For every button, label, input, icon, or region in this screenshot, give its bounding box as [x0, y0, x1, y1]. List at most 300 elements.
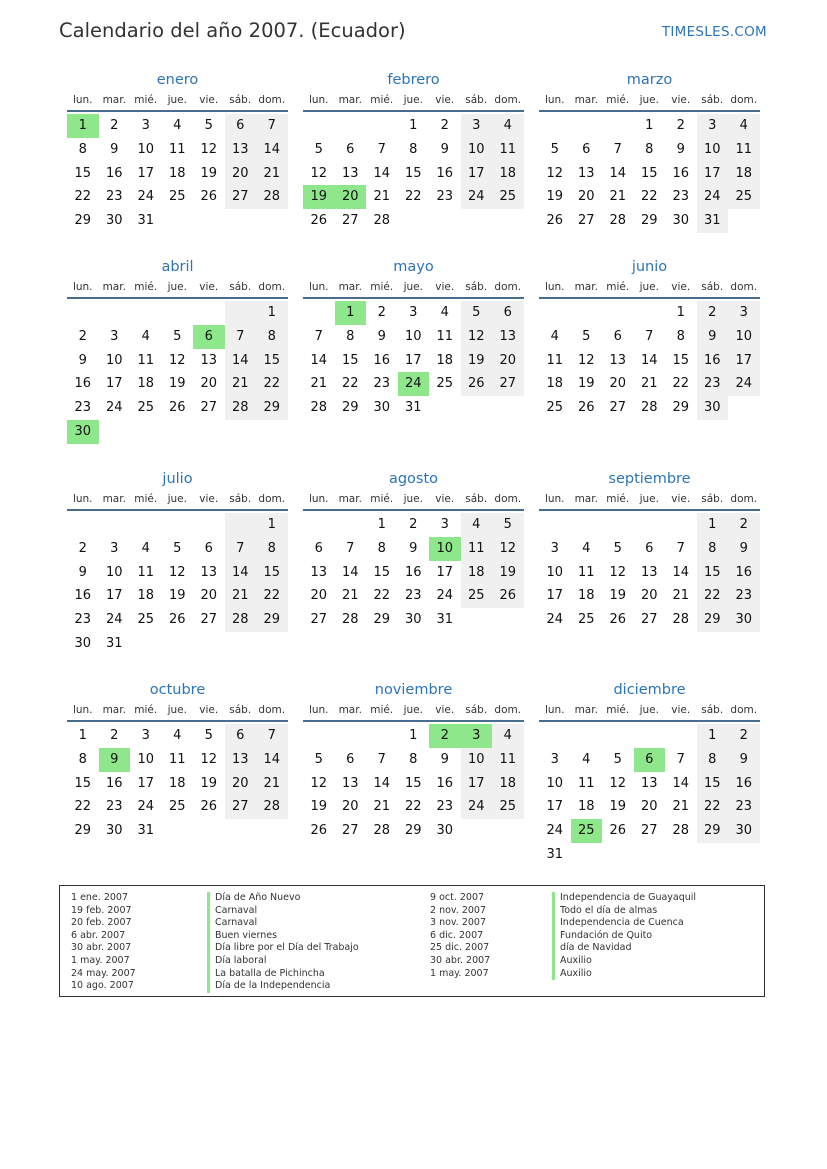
- day-cell[interactable]: 12: [200, 751, 218, 767]
- day-cell[interactable]: 6: [225, 724, 257, 748]
- day-cell[interactable]: 7: [256, 114, 288, 138]
- day-cell[interactable]: 19: [200, 165, 218, 181]
- day-cell[interactable]: 20: [609, 376, 627, 392]
- day-cell[interactable]: 3: [728, 301, 760, 325]
- day-cell[interactable]: 13: [341, 775, 359, 791]
- day-cell[interactable]: 31: [137, 823, 155, 839]
- day-cell[interactable]: 29: [373, 612, 391, 628]
- day-cell[interactable]: 1: [409, 118, 418, 133]
- day-cell[interactable]: 7: [377, 751, 386, 767]
- day-cell[interactable]: 6: [225, 114, 257, 138]
- day-cell[interactable]: 14: [672, 564, 690, 580]
- day-cell[interactable]: 26: [577, 400, 595, 416]
- day-cell[interactable]: 23: [436, 189, 454, 205]
- day-cell[interactable]: 4: [461, 513, 493, 537]
- day-cell[interactable]: 25: [168, 189, 186, 205]
- day-cell[interactable]: 9: [728, 748, 760, 772]
- day-cell[interactable]: 23: [728, 584, 760, 608]
- day-cell[interactable]: 17: [105, 588, 123, 604]
- day-cell[interactable]: 18: [577, 588, 595, 604]
- day-cell[interactable]: 17: [404, 352, 422, 368]
- day-cell[interactable]: 28: [310, 400, 328, 416]
- day-cell[interactable]: 3: [461, 114, 493, 138]
- day-cell[interactable]: 8: [409, 751, 418, 767]
- day-cell[interactable]: 18: [492, 162, 524, 186]
- day-cell[interactable]: 6: [492, 301, 524, 325]
- day-cell[interactable]: 24: [697, 185, 729, 209]
- day-cell[interactable]: 15: [74, 165, 92, 181]
- day-cell[interactable]: 10: [105, 564, 123, 580]
- day-cell[interactable]: 30: [728, 819, 760, 843]
- day-cell[interactable]: 17: [137, 165, 155, 181]
- day-cell[interactable]: 16: [404, 564, 422, 580]
- day-cell[interactable]: 29: [697, 819, 729, 843]
- day-cell[interactable]: 2: [409, 517, 418, 532]
- day-cell[interactable]: 2: [110, 728, 119, 743]
- day-cell[interactable]: 30: [105, 213, 123, 229]
- day-cell[interactable]: 25: [546, 400, 564, 416]
- day-cell[interactable]: 26: [609, 612, 627, 628]
- day-cell[interactable]: 8: [697, 748, 729, 772]
- day-cell[interactable]: 14: [640, 352, 658, 368]
- day-cell[interactable]: 28: [640, 400, 658, 416]
- day-cell[interactable]: 28: [256, 185, 288, 209]
- day-cell[interactable]: 25: [137, 612, 155, 628]
- day-cell[interactable]: 5: [492, 513, 524, 537]
- day-cell[interactable]: 3: [409, 305, 418, 320]
- day-cell[interactable]: 19: [461, 349, 493, 373]
- day-cell[interactable]: 13: [200, 564, 218, 580]
- day-cell[interactable]: 14: [256, 748, 288, 772]
- day-cell[interactable]: 6: [582, 141, 591, 157]
- day-cell[interactable]: 26: [609, 823, 627, 839]
- day-cell[interactable]: 22: [341, 376, 359, 392]
- day-cell[interactable]: 8: [78, 751, 87, 767]
- day-cell[interactable]: 3: [110, 328, 119, 344]
- day-cell[interactable]: 31: [697, 209, 729, 233]
- day-cell[interactable]: 4: [173, 118, 182, 133]
- day-cell[interactable]: 16: [74, 376, 92, 392]
- day-cell[interactable]: 13: [341, 165, 359, 181]
- day-cell[interactable]: 21: [609, 189, 627, 205]
- day-cell[interactable]: 10: [461, 748, 493, 772]
- day-cell[interactable]: 18: [492, 772, 524, 796]
- day-cell[interactable]: 16: [105, 165, 123, 181]
- day-cell[interactable]: 1: [697, 724, 729, 748]
- day-cell[interactable]: 5: [613, 540, 622, 556]
- day-cell[interactable]: 11: [436, 328, 454, 344]
- day-cell[interactable]: 1: [676, 305, 685, 320]
- holiday-day-cell[interactable]: 1: [335, 301, 367, 325]
- day-cell[interactable]: 23: [74, 400, 92, 416]
- day-cell[interactable]: 26: [200, 189, 218, 205]
- day-cell[interactable]: 14: [373, 165, 391, 181]
- holiday-day-cell[interactable]: 19: [303, 185, 335, 209]
- day-cell[interactable]: 12: [461, 325, 493, 349]
- day-cell[interactable]: 23: [74, 612, 92, 628]
- day-cell[interactable]: 2: [440, 118, 449, 133]
- day-cell[interactable]: 22: [404, 799, 422, 815]
- day-cell[interactable]: 22: [256, 584, 288, 608]
- day-cell[interactable]: 15: [697, 772, 729, 796]
- day-cell[interactable]: 16: [74, 588, 92, 604]
- day-cell[interactable]: 14: [225, 561, 257, 585]
- holiday-day-cell[interactable]: 25: [571, 819, 603, 843]
- day-cell[interactable]: 15: [672, 352, 690, 368]
- day-cell[interactable]: 16: [728, 772, 760, 796]
- day-cell[interactable]: 19: [310, 799, 328, 815]
- day-cell[interactable]: 25: [461, 584, 493, 608]
- day-cell[interactable]: 15: [697, 561, 729, 585]
- day-cell[interactable]: 27: [200, 612, 218, 628]
- day-cell[interactable]: 14: [225, 349, 257, 373]
- day-cell[interactable]: 10: [105, 352, 123, 368]
- day-cell[interactable]: 1: [377, 517, 386, 532]
- day-cell[interactable]: 6: [346, 141, 355, 157]
- day-cell[interactable]: 26: [310, 213, 328, 229]
- day-cell[interactable]: 18: [577, 799, 595, 815]
- day-cell[interactable]: 18: [461, 561, 493, 585]
- day-cell[interactable]: 4: [440, 305, 449, 320]
- day-cell[interactable]: 7: [377, 141, 386, 157]
- day-cell[interactable]: 20: [640, 799, 658, 815]
- day-cell[interactable]: 20: [200, 376, 218, 392]
- day-cell[interactable]: 25: [577, 612, 595, 628]
- day-cell[interactable]: 31: [105, 635, 123, 651]
- day-cell[interactable]: 31: [137, 213, 155, 229]
- day-cell[interactable]: 17: [436, 564, 454, 580]
- day-cell[interactable]: 8: [676, 328, 685, 344]
- day-cell[interactable]: 9: [110, 141, 119, 157]
- day-cell[interactable]: 11: [577, 775, 595, 791]
- day-cell[interactable]: 24: [728, 372, 760, 396]
- day-cell[interactable]: 5: [173, 540, 182, 556]
- day-cell[interactable]: 3: [440, 517, 449, 532]
- day-cell[interactable]: 10: [404, 328, 422, 344]
- day-cell[interactable]: 10: [137, 751, 155, 767]
- day-cell[interactable]: 3: [550, 751, 559, 767]
- day-cell[interactable]: 13: [225, 748, 257, 772]
- day-cell[interactable]: 9: [409, 540, 418, 556]
- day-cell[interactable]: 3: [550, 540, 559, 556]
- day-cell[interactable]: 28: [256, 795, 288, 819]
- day-cell[interactable]: 24: [105, 400, 123, 416]
- day-cell[interactable]: 6: [613, 328, 622, 344]
- day-cell[interactable]: 11: [168, 141, 186, 157]
- day-cell[interactable]: 20: [492, 349, 524, 373]
- holiday-day-cell[interactable]: 9: [99, 748, 131, 772]
- day-cell[interactable]: 9: [440, 751, 449, 767]
- day-cell[interactable]: 10: [728, 325, 760, 349]
- day-cell[interactable]: 30: [373, 400, 391, 416]
- day-cell[interactable]: 23: [373, 376, 391, 392]
- day-cell[interactable]: 8: [409, 141, 418, 157]
- day-cell[interactable]: 11: [168, 751, 186, 767]
- day-cell[interactable]: 16: [672, 165, 690, 181]
- day-cell[interactable]: 30: [728, 608, 760, 632]
- day-cell[interactable]: 27: [492, 372, 524, 396]
- day-cell[interactable]: 26: [461, 372, 493, 396]
- day-cell[interactable]: 24: [137, 799, 155, 815]
- day-cell[interactable]: 28: [225, 396, 257, 420]
- day-cell[interactable]: 14: [256, 138, 288, 162]
- day-cell[interactable]: 22: [74, 799, 92, 815]
- holiday-day-cell[interactable]: 2: [429, 724, 461, 748]
- day-cell[interactable]: 17: [137, 775, 155, 791]
- day-cell[interactable]: 25: [492, 185, 524, 209]
- brand-link[interactable]: TIMESLES.COM: [661, 24, 767, 40]
- day-cell[interactable]: 5: [173, 328, 182, 344]
- day-cell[interactable]: 12: [609, 775, 627, 791]
- day-cell[interactable]: 21: [672, 588, 690, 604]
- day-cell[interactable]: 7: [676, 751, 685, 767]
- day-cell[interactable]: 4: [141, 328, 150, 344]
- day-cell[interactable]: 29: [697, 608, 729, 632]
- day-cell[interactable]: 4: [141, 540, 150, 556]
- day-cell[interactable]: 22: [672, 376, 690, 392]
- day-cell[interactable]: 15: [640, 165, 658, 181]
- holiday-day-cell[interactable]: 1: [67, 114, 99, 138]
- day-cell[interactable]: 25: [168, 799, 186, 815]
- day-cell[interactable]: 17: [461, 162, 493, 186]
- day-cell[interactable]: 28: [373, 823, 391, 839]
- day-cell[interactable]: 5: [314, 751, 323, 767]
- day-cell[interactable]: 28: [609, 213, 627, 229]
- day-cell[interactable]: 17: [728, 349, 760, 373]
- day-cell[interactable]: 23: [697, 372, 729, 396]
- day-cell[interactable]: 13: [640, 775, 658, 791]
- day-cell[interactable]: 9: [78, 564, 87, 580]
- day-cell[interactable]: 21: [256, 162, 288, 186]
- day-cell[interactable]: 13: [492, 325, 524, 349]
- day-cell[interactable]: 11: [728, 138, 760, 162]
- day-cell[interactable]: 20: [341, 799, 359, 815]
- day-cell[interactable]: 1: [78, 728, 87, 743]
- day-cell[interactable]: 24: [436, 588, 454, 604]
- day-cell[interactable]: 11: [492, 138, 524, 162]
- day-cell[interactable]: 10: [546, 564, 564, 580]
- day-cell[interactable]: 29: [640, 213, 658, 229]
- day-cell[interactable]: 5: [461, 301, 493, 325]
- day-cell[interactable]: 3: [141, 728, 150, 743]
- day-cell[interactable]: 20: [640, 588, 658, 604]
- day-cell[interactable]: 25: [492, 795, 524, 819]
- day-cell[interactable]: 9: [377, 328, 386, 344]
- day-cell[interactable]: 20: [577, 189, 595, 205]
- day-cell[interactable]: 26: [168, 612, 186, 628]
- day-cell[interactable]: 2: [728, 724, 760, 748]
- day-cell[interactable]: 15: [74, 775, 92, 791]
- day-cell[interactable]: 15: [256, 349, 288, 373]
- day-cell[interactable]: 9: [440, 141, 449, 157]
- day-cell[interactable]: 21: [341, 588, 359, 604]
- day-cell[interactable]: 2: [78, 328, 87, 344]
- day-cell[interactable]: 9: [728, 537, 760, 561]
- day-cell[interactable]: 11: [546, 352, 564, 368]
- day-cell[interactable]: 9: [78, 352, 87, 368]
- holiday-day-cell[interactable]: 24: [398, 372, 430, 396]
- day-cell[interactable]: 30: [672, 213, 690, 229]
- day-cell[interactable]: 14: [373, 775, 391, 791]
- day-cell[interactable]: 6: [346, 751, 355, 767]
- day-cell[interactable]: 16: [105, 775, 123, 791]
- day-cell[interactable]: 13: [310, 564, 328, 580]
- day-cell[interactable]: 6: [645, 540, 654, 556]
- day-cell[interactable]: 17: [546, 588, 564, 604]
- day-cell[interactable]: 21: [256, 772, 288, 796]
- day-cell[interactable]: 2: [78, 540, 87, 556]
- day-cell[interactable]: 30: [105, 823, 123, 839]
- day-cell[interactable]: 10: [697, 138, 729, 162]
- day-cell[interactable]: 12: [310, 775, 328, 791]
- day-cell[interactable]: 30: [74, 635, 92, 651]
- day-cell[interactable]: 1: [645, 118, 654, 133]
- day-cell[interactable]: 28: [341, 612, 359, 628]
- day-cell[interactable]: 14: [672, 775, 690, 791]
- day-cell[interactable]: 2: [110, 118, 119, 133]
- day-cell[interactable]: 15: [404, 165, 422, 181]
- day-cell[interactable]: 1: [256, 301, 288, 325]
- holiday-day-cell[interactable]: 6: [193, 325, 225, 349]
- day-cell[interactable]: 12: [168, 352, 186, 368]
- day-cell[interactable]: 26: [168, 400, 186, 416]
- day-cell[interactable]: 26: [492, 584, 524, 608]
- day-cell[interactable]: 18: [546, 376, 564, 392]
- holiday-day-cell[interactable]: 30: [67, 420, 99, 444]
- day-cell[interactable]: 19: [609, 799, 627, 815]
- day-cell[interactable]: 22: [404, 189, 422, 205]
- day-cell[interactable]: 7: [676, 540, 685, 556]
- day-cell[interactable]: 7: [645, 328, 654, 344]
- day-cell[interactable]: 23: [436, 799, 454, 815]
- day-cell[interactable]: 25: [137, 400, 155, 416]
- day-cell[interactable]: 8: [256, 537, 288, 561]
- day-cell[interactable]: 29: [74, 213, 92, 229]
- day-cell[interactable]: 16: [728, 561, 760, 585]
- day-cell[interactable]: 10: [546, 775, 564, 791]
- day-cell[interactable]: 19: [577, 376, 595, 392]
- day-cell[interactable]: 8: [377, 540, 386, 556]
- day-cell[interactable]: 29: [341, 400, 359, 416]
- day-cell[interactable]: 13: [577, 165, 595, 181]
- day-cell[interactable]: 23: [105, 799, 123, 815]
- day-cell[interactable]: 9: [676, 141, 685, 157]
- day-cell[interactable]: 28: [373, 213, 391, 229]
- day-cell[interactable]: 27: [200, 400, 218, 416]
- day-cell[interactable]: 4: [173, 728, 182, 743]
- day-cell[interactable]: 4: [582, 540, 591, 556]
- day-cell[interactable]: 27: [310, 612, 328, 628]
- day-cell[interactable]: 5: [204, 118, 213, 133]
- day-cell[interactable]: 18: [137, 376, 155, 392]
- day-cell[interactable]: 15: [404, 775, 422, 791]
- day-cell[interactable]: 15: [256, 561, 288, 585]
- day-cell[interactable]: 29: [404, 823, 422, 839]
- day-cell[interactable]: 13: [609, 352, 627, 368]
- day-cell[interactable]: 8: [697, 537, 729, 561]
- day-cell[interactable]: 3: [697, 114, 729, 138]
- day-cell[interactable]: 12: [546, 165, 564, 181]
- day-cell[interactable]: 14: [609, 165, 627, 181]
- day-cell[interactable]: 23: [728, 795, 760, 819]
- day-cell[interactable]: 14: [310, 352, 328, 368]
- day-cell[interactable]: 22: [640, 189, 658, 205]
- day-cell[interactable]: 18: [168, 775, 186, 791]
- day-cell[interactable]: 12: [310, 165, 328, 181]
- holiday-day-cell[interactable]: 3: [461, 724, 493, 748]
- day-cell[interactable]: 16: [697, 349, 729, 373]
- day-cell[interactable]: 30: [697, 396, 729, 420]
- day-cell[interactable]: 22: [697, 795, 729, 819]
- day-cell[interactable]: 2: [728, 513, 760, 537]
- day-cell[interactable]: 24: [461, 185, 493, 209]
- day-cell[interactable]: 5: [204, 728, 213, 743]
- day-cell[interactable]: 1: [697, 513, 729, 537]
- day-cell[interactable]: 19: [492, 561, 524, 585]
- day-cell[interactable]: 12: [168, 564, 186, 580]
- day-cell[interactable]: 29: [256, 608, 288, 632]
- day-cell[interactable]: 6: [204, 540, 213, 556]
- holiday-day-cell[interactable]: 6: [634, 748, 666, 772]
- day-cell[interactable]: 26: [546, 213, 564, 229]
- day-cell[interactable]: 26: [310, 823, 328, 839]
- day-cell[interactable]: 24: [461, 795, 493, 819]
- day-cell[interactable]: 4: [550, 328, 559, 344]
- day-cell[interactable]: 8: [78, 141, 87, 157]
- day-cell[interactable]: 27: [341, 823, 359, 839]
- day-cell[interactable]: 22: [373, 588, 391, 604]
- day-cell[interactable]: 22: [697, 584, 729, 608]
- day-cell[interactable]: 1: [256, 513, 288, 537]
- day-cell[interactable]: 25: [728, 185, 760, 209]
- day-cell[interactable]: 10: [137, 141, 155, 157]
- day-cell[interactable]: 13: [640, 564, 658, 580]
- day-cell[interactable]: 31: [546, 846, 564, 862]
- day-cell[interactable]: 3: [110, 540, 119, 556]
- day-cell[interactable]: 21: [640, 376, 658, 392]
- day-cell[interactable]: 22: [74, 189, 92, 205]
- day-cell[interactable]: 10: [461, 138, 493, 162]
- day-cell[interactable]: 19: [546, 189, 564, 205]
- day-cell[interactable]: 6: [314, 540, 323, 556]
- day-cell[interactable]: 24: [546, 612, 564, 628]
- day-cell[interactable]: 23: [105, 189, 123, 205]
- day-cell[interactable]: 15: [373, 564, 391, 580]
- day-cell[interactable]: 20: [310, 588, 328, 604]
- day-cell[interactable]: 20: [200, 588, 218, 604]
- day-cell[interactable]: 11: [492, 748, 524, 772]
- day-cell[interactable]: 4: [582, 751, 591, 767]
- day-cell[interactable]: 21: [373, 799, 391, 815]
- day-cell[interactable]: 7: [346, 540, 355, 556]
- day-cell[interactable]: 21: [225, 584, 257, 608]
- day-cell[interactable]: 13: [200, 352, 218, 368]
- day-cell[interactable]: 12: [200, 141, 218, 157]
- day-cell[interactable]: 8: [645, 141, 654, 157]
- day-cell[interactable]: 8: [346, 328, 355, 344]
- day-cell[interactable]: 30: [436, 823, 454, 839]
- day-cell[interactable]: 11: [461, 537, 493, 561]
- day-cell[interactable]: 29: [74, 823, 92, 839]
- day-cell[interactable]: 8: [256, 325, 288, 349]
- day-cell[interactable]: 11: [577, 564, 595, 580]
- day-cell[interactable]: 28: [225, 608, 257, 632]
- day-cell[interactable]: 7: [225, 537, 257, 561]
- day-cell[interactable]: 5: [314, 141, 323, 157]
- day-cell[interactable]: 29: [256, 396, 288, 420]
- day-cell[interactable]: 25: [436, 376, 454, 392]
- day-cell[interactable]: 27: [225, 795, 257, 819]
